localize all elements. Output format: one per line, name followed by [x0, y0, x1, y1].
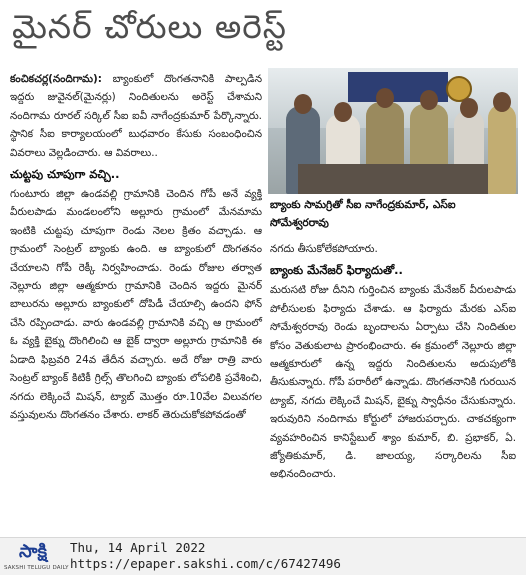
- epaper-link[interactable]: https://epaper.sakshi.com/c/67427496: [70, 556, 341, 571]
- logo-tagline: SAKSHI TELUGU DAILY: [4, 565, 69, 571]
- article-left-column: [10, 70, 262, 530]
- edition-date: Thu, 14 April 2022: [70, 540, 206, 555]
- logo-wordmark: సాక్షి: [19, 541, 47, 562]
- person-head: [334, 102, 352, 122]
- person-figure: [488, 104, 516, 194]
- person-head: [460, 98, 478, 118]
- person-head: [376, 88, 394, 108]
- article-intro: [10, 70, 262, 162]
- article-paragraph-3: మరుసటి రోజు దీనిని గుర్తించిన బ్యాంకు మేనేజర్ వీరులపాడు పోలీసులకు ఫిర్యాదు చేశాడు. ఆ ఫిర్యాదు మేరకు ఎస్ఐ సోమేశ్వరరావు రెండు బృందాలను ఏర్పాటు చేసి నిందితుల కోసం వెతుకులాట ప్రారంభించారు. ఈ క్రమంలో నెల్లూరు జిల్లా ఆత్మకూరులో ఉన్న ఇద్దరు నిందితులను అదుపులోకి తీసుకున్నారు. గోపీ పరారీలో ఉన్నాడు. దొంగతనానికి గురయిన ట్యాబ్, నగదు లెక్కించే మిషన్, బైక్ను స్వాధీనం చేసుకున్నారు. ఇరువురిని నందిగామ కోర్టులో హాజరుపర్చారు. చాకచక్యంగా వ్యవహరించిన కానిస్టేబుల్ శ్యాం కుమార్, బి. ప్రభాకర్, ఏ. జ్యోతికుమార్, డి. జాలయ్య, సర్కారిలను సీఐ అభినందించారు.: [270, 284, 516, 481]
- person-head: [493, 92, 511, 112]
- subheading-complaint: బ్యాంకు మేనేజర్ ఫిర్యాదుతో..: [270, 263, 403, 278]
- subheading-visit: చుట్టపు చూపుగా వచ్చి..: [10, 167, 120, 182]
- article-headline: మైనర్ చోరులు అరెస్ట్: [12, 7, 287, 46]
- evidence-table: [298, 164, 488, 194]
- article-paragraph-2: నగదు తీసుకోలేకపోయారు.: [270, 243, 378, 255]
- headline-area: [0, 0, 526, 54]
- sakshi-logo[interactable]: [4, 540, 69, 573]
- article-paragraph-1: గుంటూరు జిల్లా ఉండవల్లి గ్రామానికి చెందిన గోపీ అనే వ్యక్తి వీరులపాడు మండలంలోని అల్లూరు గ్రామంలో మేనమామ ఇంటికి చుట్టపు చూపుగా రెండు నెలల క్రితం వచ్చాడు. ఆ గ్రామంలో సెంట్రల్ బ్యాంకు ఉంది. ఆ బ్యాంకులో దొంగతనం చేయాలని గోపీ రెక్కీ నిర్వహించాడు. రెండు రోజుల తర్వాత నెల్లూరు జిల్లా ఆత్మకూరు గ్రామానికి చెందిన ఇద్దరు మైనర్ బాలురను అల్లూరు బ్యాంకులో దోపిడీ చేయాల్సి ఉందని ఫోన్ చేసి రప్పించాడు. వారు ఉండవల్లి గ్రామానికి వచ్చి ఆ గ్రామంలో ఓ వ్యక్తి బైక్ను దొంగిలించి ఆ బైక్ ద్వారా అల్లూరు గ్రామానికి ఈ ఏడాది ఫిబ్రవరి 24వ తేదీన వచ్చారు. అదే రోజు రాత్రి వారు సెంట్రల్ బ్యాంక్ కిటికీ గ్రిల్స్ తొలగించి బ్యాంకు లోపలికి ప్రవేశించి, నగదు లెక్కించే మిషన్, ట్యాబ్ మొత్తం రూ.10వేల విలువగల వస్తువులను దొంగతనం చేశారు. లాకర్ తెరుచుకోకపోవడంతో: [10, 188, 262, 421]
- news-photo: [268, 68, 518, 194]
- epaper-footer: [0, 537, 526, 575]
- person-head: [420, 90, 438, 110]
- photo-caption: బ్యాంకు సామగ్రితో సీఐ నాగేంద్రకుమార్, ఎస్ఐ సోమేశ్వరరావు: [270, 199, 456, 229]
- dateline: కంచికచర్ల(నందిగామ):: [10, 73, 102, 85]
- article-right-column: [270, 240, 516, 530]
- person-head: [294, 94, 312, 114]
- intro-text: బ్యాంకులో దొంగతనానికి పాల్పడిన ఇద్దరు జువైనల్(మైనర్లు) నిందితులను అరెస్ట్ చేశామని నందిగామ రూరల్ సర్కిల్ సీఐ ఐవీ నాగేంద్రకుమార్ పేర్కొన్నారు. స్థానిక సీఐ కార్యాలయంలో బుధవారం కేసుకు సంబంధించిన వివరాలు వెల్లడించారు. ఆ వివరాలు..: [10, 73, 262, 159]
